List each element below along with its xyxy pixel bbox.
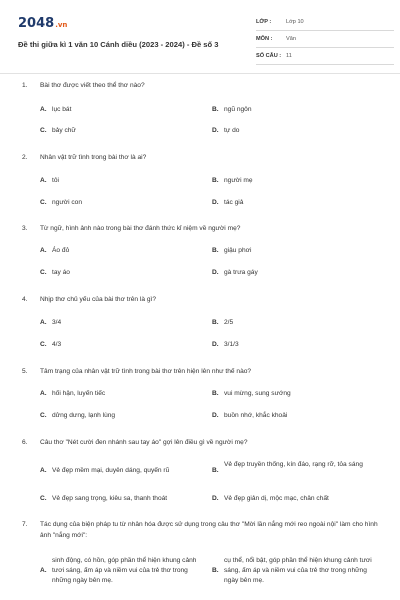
option-text: dửng dưng, lạnh lùng: [52, 412, 116, 419]
option-letter: C.: [40, 495, 47, 502]
option-letter: A.: [40, 319, 47, 326]
option-text: Vẻ đẹp giản dị, mộc mạc, chân chất: [224, 495, 329, 502]
option-text: bảy chữ: [52, 127, 76, 134]
question-text: Nhịp thơ chủ yếu của bài thơ trên là gì?: [40, 296, 157, 303]
question-number: 3.: [22, 225, 28, 232]
question-number: 2.: [22, 154, 28, 161]
meta-key: LỚP :: [256, 19, 272, 25]
option-text: cụ thể, nổi bật, góp phần thể hiện khung cảnh tươi sáng, ấm áp và niềm vui của trẻ thơ trong những ngày bên mẹ.: [224, 557, 372, 584]
exam-meta: [256, 14, 394, 65]
option-text: sinh động, có hồn, góp phần thể hiện khung cảnh tươi sáng, ấm áp và niềm vui của trẻ thơ trong những ngày bên mẹ.: [52, 557, 197, 584]
header-divider: [0, 73, 400, 74]
meta-value: Lớp 10: [286, 19, 304, 25]
question-number: 1.: [22, 82, 28, 89]
option-letter: B.: [212, 177, 219, 184]
site-logo[interactable]: [18, 16, 67, 31]
option-letter: D.: [212, 412, 219, 419]
logo-main: 2048: [18, 16, 55, 31]
question-text: Từ ngữ, hình ảnh nào trong bài thơ đánh thức kỉ niệm về người mẹ?: [40, 225, 241, 232]
meta-value: Văn: [286, 36, 296, 42]
logo-suffix: .vn: [55, 21, 68, 29]
option-text: buồn nhớ, khắc khoải: [224, 412, 288, 419]
option-letter: B.: [212, 390, 219, 397]
option-letter: C.: [40, 199, 47, 206]
question-text: Nhân vật trữ tình trong bài thơ là ai?: [40, 154, 147, 161]
option-letter: C.: [40, 127, 47, 134]
meta-key: MÔN :: [256, 36, 273, 42]
meta-count: [256, 48, 394, 65]
option-letter: B.: [212, 319, 219, 326]
exam-header: [18, 12, 382, 62]
option-letter: D.: [212, 341, 219, 348]
question-text: Bài thơ được viết theo thể thơ nào?: [40, 82, 145, 89]
option-letter: D.: [212, 199, 219, 206]
question-number: 5.: [22, 368, 28, 375]
option-letter: A.: [40, 567, 47, 574]
option-letter: A.: [40, 467, 47, 474]
option-text: Vẻ đẹp sang trọng, kiêu sa, thanh thoát: [52, 495, 168, 502]
option-letter: A.: [40, 106, 47, 113]
question-text: Câu thơ "Nét cười đen nhánh sau tay áo" gợi lên điều gì về người mẹ?: [40, 439, 248, 446]
option-text: 3/4: [52, 319, 62, 326]
option-text: tôi: [52, 177, 59, 184]
option-text: vui mừng, sung sướng: [224, 390, 291, 397]
option-text: 2/5: [224, 319, 234, 326]
option-text: gà trưa gáy: [224, 269, 258, 276]
option-text: hối hận, luyến tiếc: [52, 390, 106, 397]
meta-key: SỐ CÂU :: [256, 53, 282, 59]
question-text: Tác dụng của biện pháp tu từ nhân hóa được sử dụng trong câu thơ "Mời lần nắng mới reo ngoài nội" làm cho hình ảnh "nắng mới":: [40, 521, 378, 539]
option-text: Vẻ đẹp mềm mại, duyên dáng, quyến rũ: [52, 467, 170, 474]
option-letter: A.: [40, 177, 47, 184]
meta-class: [256, 14, 394, 31]
option-text: tác giả: [224, 199, 244, 206]
option-text: Vẻ đẹp truyền thống, kín đáo, rạng rỡ, tỏa sáng: [224, 461, 363, 468]
option-text: người con: [52, 199, 83, 206]
option-letter: B.: [212, 106, 219, 113]
option-letter: D.: [212, 495, 219, 502]
question-number: 7.: [22, 521, 28, 528]
option-letter: C.: [40, 412, 47, 419]
option-text: tự do: [224, 127, 240, 134]
option-letter: B.: [212, 567, 219, 574]
option-text: Áo đỏ: [52, 247, 70, 254]
option-text: ngũ ngôn: [224, 106, 252, 113]
option-text: lục bát: [52, 106, 72, 113]
option-text: giậu phơi: [224, 247, 252, 254]
option-text: 3/1/3: [224, 341, 239, 348]
meta-value: 11: [286, 53, 292, 59]
question-text: Tâm trạng của nhân vật trữ tình trong bài thơ trên hiện lên như thế nào?: [40, 368, 252, 375]
question-number: 6.: [22, 439, 28, 446]
option-letter: D.: [212, 127, 219, 134]
option-letter: B.: [212, 467, 219, 474]
option-text: tay áo: [52, 269, 70, 276]
question-number: 4.: [22, 296, 28, 303]
option-letter: C.: [40, 269, 47, 276]
option-letter: B.: [212, 247, 219, 254]
option-letter: A.: [40, 247, 47, 254]
option-text: người mẹ: [224, 177, 253, 184]
option-text: 4/3: [52, 341, 62, 348]
option-letter: C.: [40, 341, 47, 348]
meta-subject: [256, 31, 394, 48]
option-letter: A.: [40, 390, 47, 397]
exam-title: Đề thi giữa kì 1 văn 10 Cánh diều (2023 - 2024) - Đề số 3: [18, 40, 219, 49]
option-letter: D.: [212, 269, 219, 276]
